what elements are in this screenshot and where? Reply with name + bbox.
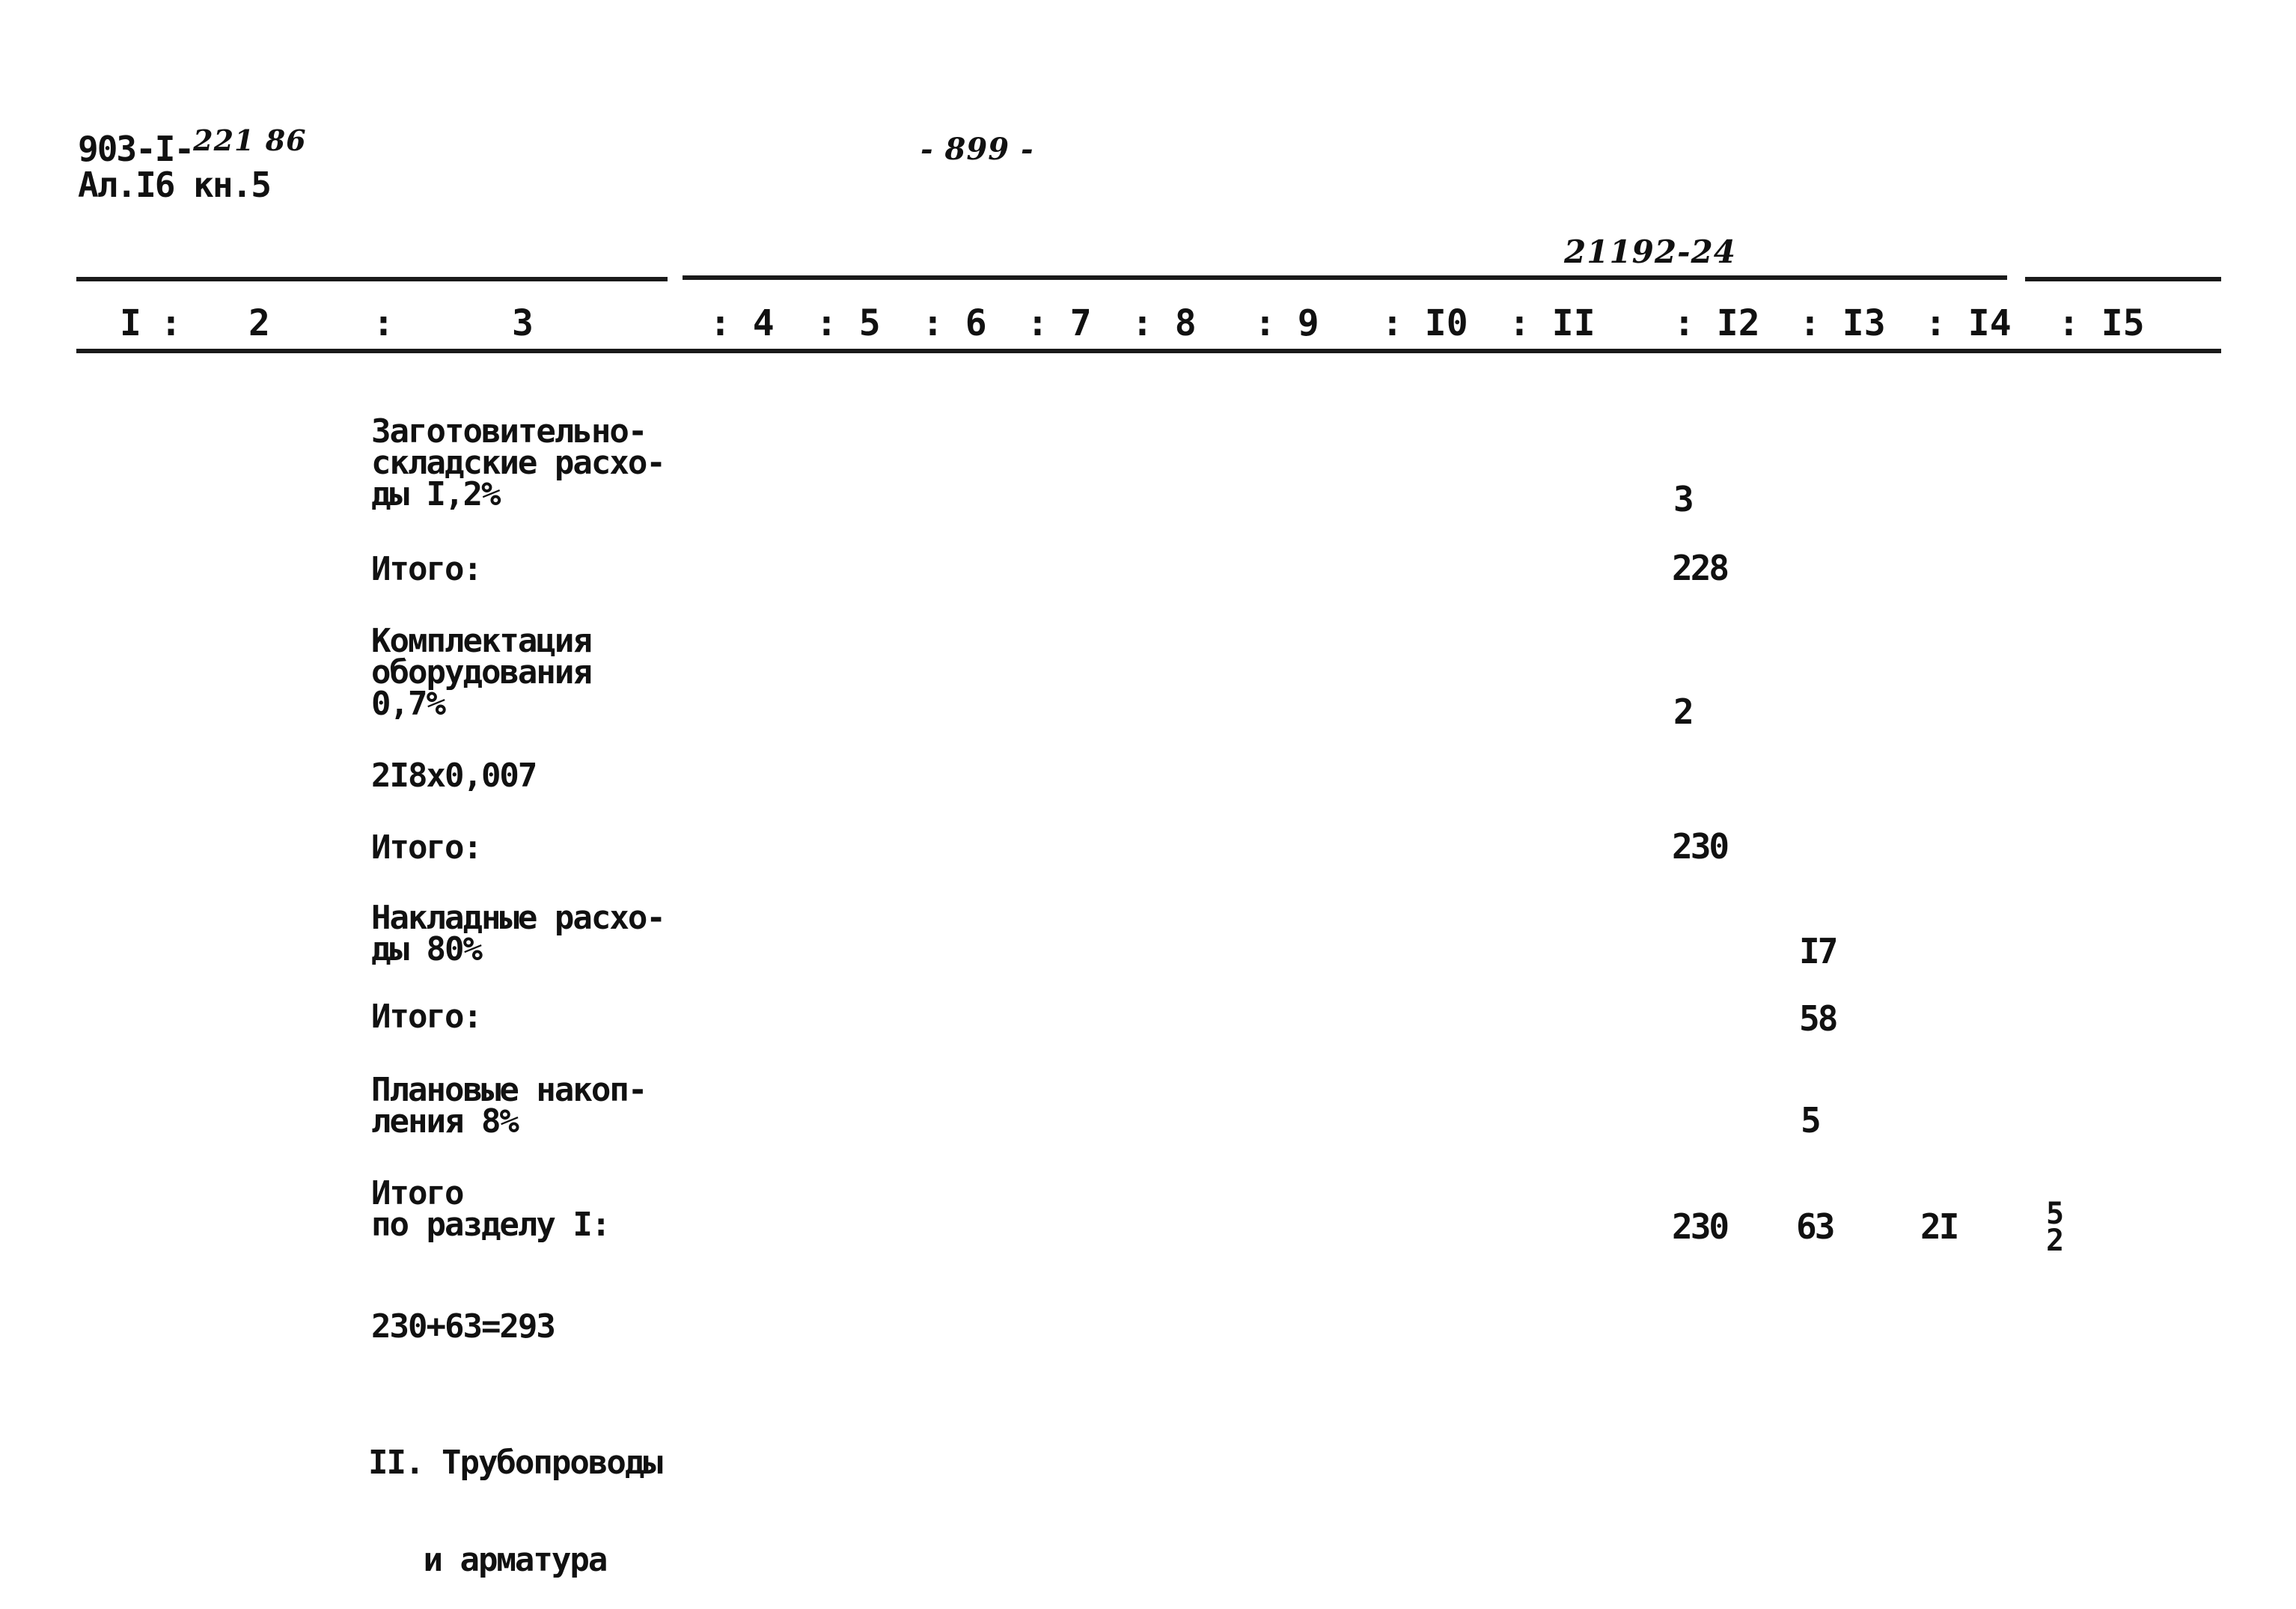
column-header: : 5 [816,302,881,344]
column-header: 3 [512,302,534,344]
column-header: : 7 [1027,302,1092,344]
row-label: Итого: [371,550,481,588]
cell-col12: 2 [1673,691,1692,732]
cell-col14: 2I [1920,1206,1958,1247]
row-label: Итого: [371,998,481,1036]
cell-col15: 5 2 [2046,1197,2063,1258]
cell-col13: 5 [1801,1100,1819,1141]
column-header: I [120,302,141,344]
column-header: : 8 [1132,302,1197,344]
header-bottom-rule [76,349,2221,353]
row-label: 230+63=293 [371,1307,555,1346]
document-code-prefix: 903-I- [78,129,194,169]
cell-col13: I7 [1799,931,1837,971]
column-header: : I0 [1381,302,1468,344]
document-code-handwritten: 221 86 [193,123,307,157]
row-label: Комплектация оборудования 0,7% [371,622,591,723]
row-label: Заготовительно- складские расхо- ды I,2% [371,412,665,513]
page-number: - 899 - [920,132,1034,167]
cell-col12: 230 [1672,826,1728,867]
column-header: : I5 [2058,302,2145,344]
cell-col12: 228 [1672,548,1728,588]
column-header: : I4 [1925,302,2012,344]
column-header: : 4 [709,302,775,344]
column-header: : II [1509,302,1596,344]
section-code: 21192-24 [1564,233,1736,270]
column-header: : 9 [1254,302,1319,344]
row-label: Накладные расхо- ды 80% [371,899,665,968]
column-header: : I3 [1799,302,1886,344]
column-header: : 6 [922,302,987,344]
row-label: Итого по разделу I: [371,1174,610,1244]
document-code [78,123,307,169]
row-label: Итого: [371,828,481,867]
section-heading: II. Трубопроводы и арматура [368,1444,662,1579]
column-header: : I2 [1673,302,1760,344]
row-label: 2I8x0,007 [371,757,537,795]
column-header: 2 [248,302,270,344]
row-label: Плановые накоп- ления 8% [371,1071,647,1141]
column-separator: : [160,302,182,344]
album-reference: Ал.I6 кн.5 [78,165,270,205]
column-separator: : [373,302,394,344]
header-top-rule-middle [683,275,2007,280]
cell-col13: 58 [1799,998,1837,1039]
cell-col12: 3 [1673,479,1692,519]
header-top-rule-left [76,277,668,281]
cell-col13: 63 [1796,1206,1834,1247]
cell-col12: 230 [1672,1206,1728,1247]
header-top-rule-right [2025,277,2221,281]
